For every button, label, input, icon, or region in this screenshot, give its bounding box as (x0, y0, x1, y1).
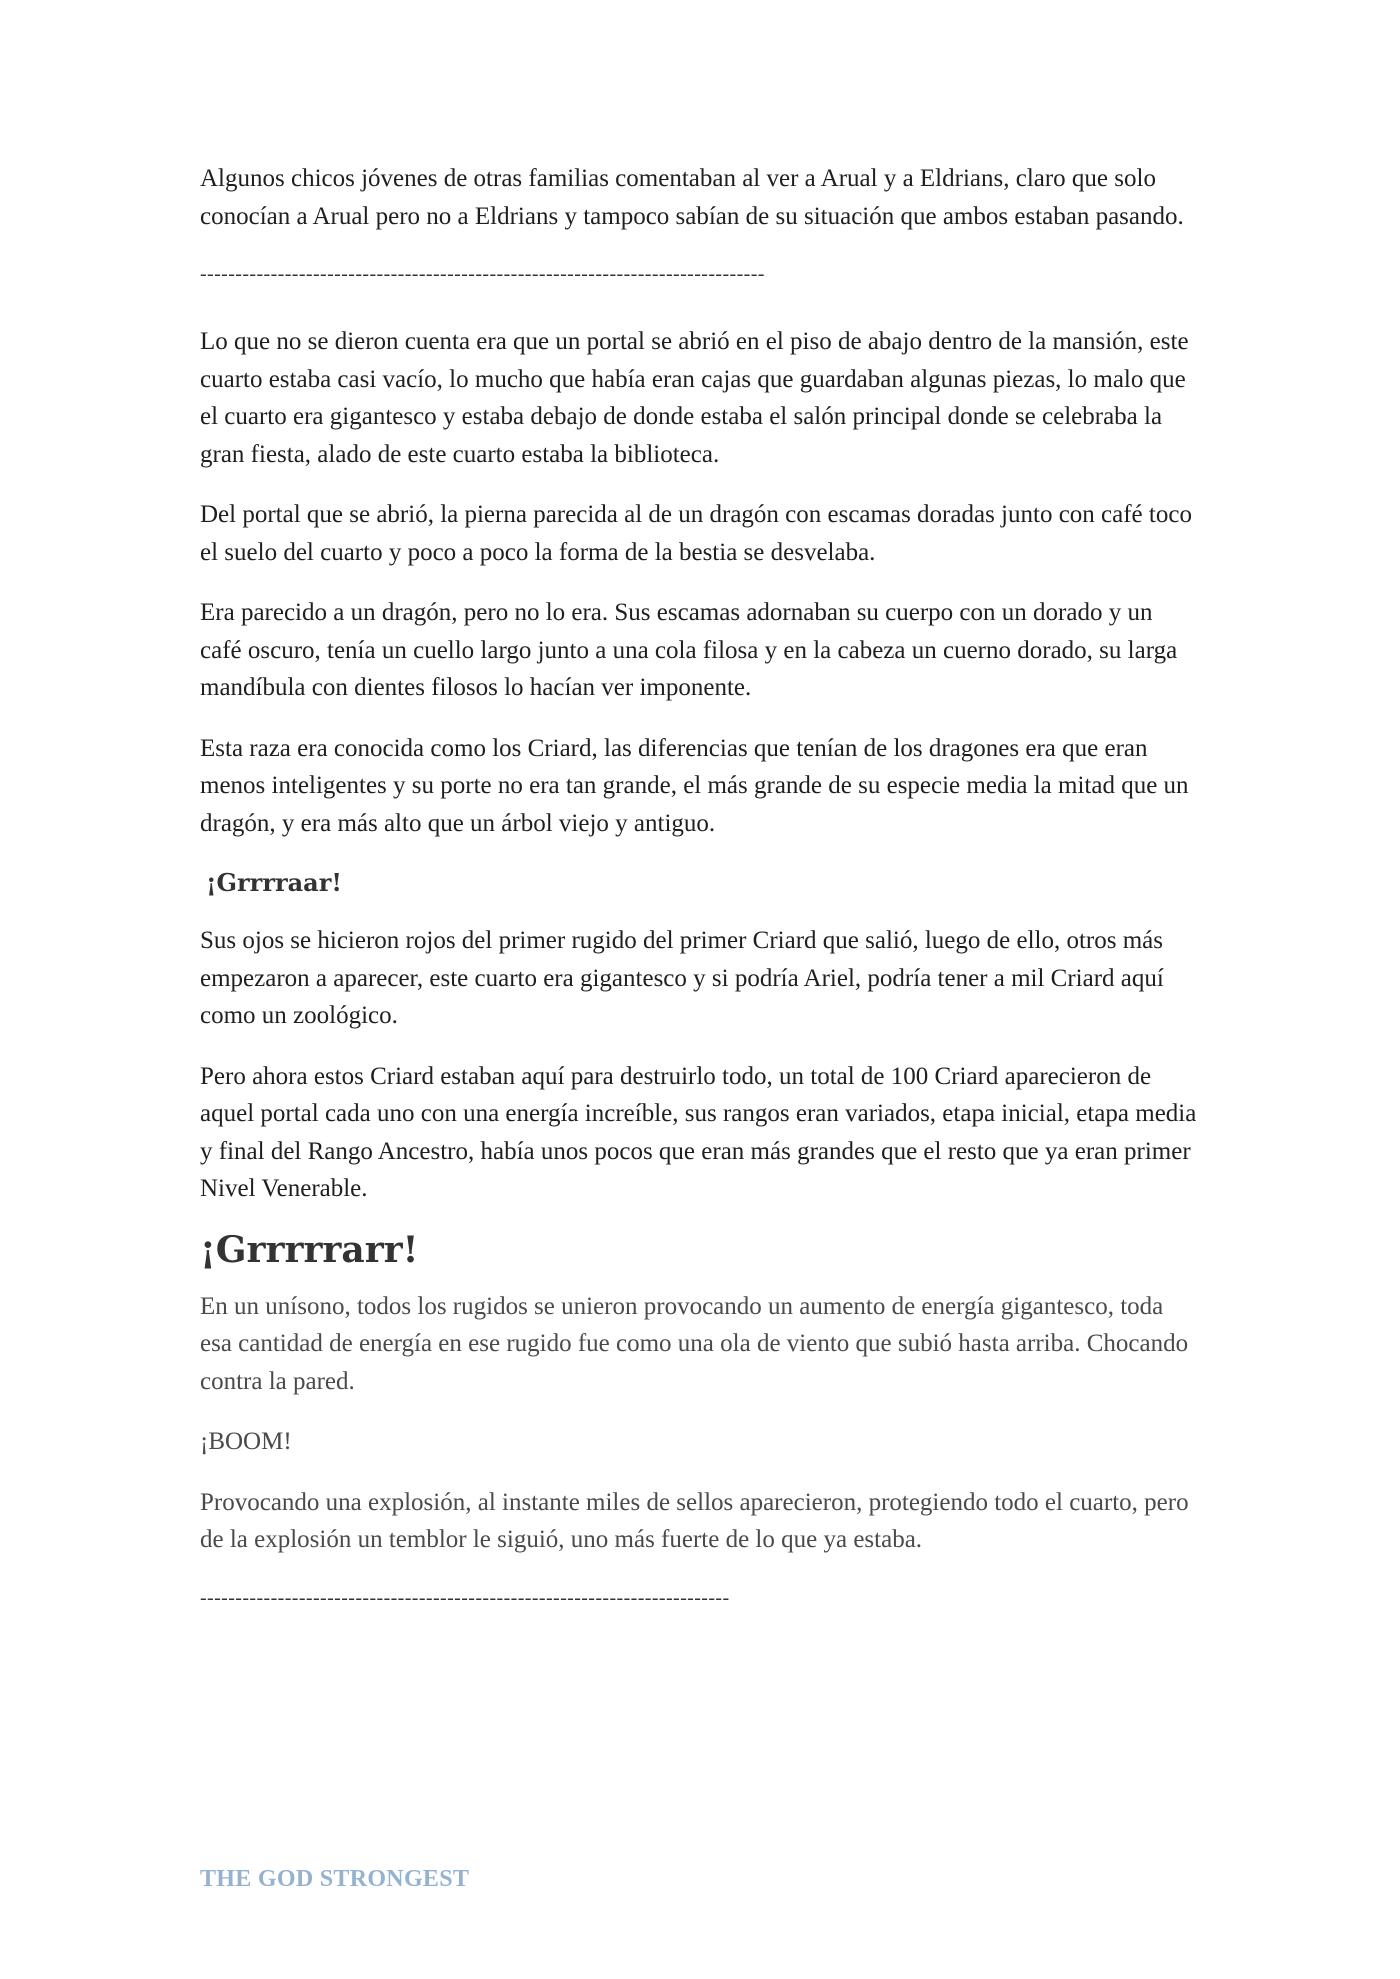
paragraph-4: Era parecido a un dragón, pero no lo era. Sus escamas adornaban su cuerpo con un dorado y un café oscuro, tenía un cuello largo junto a una cola filosa y en la cabeza un cuerno dorado, su larga mandíbula con dientes filosos lo hacían ver imponente. (200, 599, 1178, 701)
paragraph-5: Esta raza era conocida como los Criard, las diferencias que tenían de los dragones era que eran menos inteligentes y su porte no era tan grande, el más grande de su especie media la mitad que un dragón, y era más alto que un árbol viejo y antiguo. (200, 734, 1189, 837)
roar-exclamation-2: ¡Grrrrrarr! (200, 1228, 419, 1271)
document-body (200, 160, 1200, 1611)
paragraph-3: Del portal que se abrió, la pierna parecida al de un dragón con escamas doradas junto con café toco el suelo del cuarto y poco a poco la forma de la bestia se desvelaba. (200, 501, 1192, 566)
paragraph-10: Provocando una explosión, al instante miles de sellos aparecieron, protegiendo todo el cuarto, pero de la explosión un temblor le siguió, uno más fuerte de lo que ya estaba. (200, 1488, 1189, 1553)
roar-exclamation-1: ¡Grrrraar! (206, 868, 342, 897)
paragraph-8: En un unísono, todos los rugidos se unieron provocando un aumento de energía gigantesco, toda esa cantidad de energía en ese rugido fue como una ola de viento que subió hasta arriba. Chocando contra la pared. (200, 1292, 1189, 1395)
paragraph-9: ¡BOOM! (200, 1428, 292, 1455)
paragraph-6: Sus ojos se hicieron rojos del primer rugido del primer Criard que salió, luego de ello, otros más empezaron a aparecer, este cuarto era gigantesco y si podría Ariel, podría tener a mil Criard aquí como un zoológico. (200, 927, 1164, 1029)
footer-title: THE GOD STRONGEST (200, 1866, 470, 1892)
section-separator-1: -------------------------------------------------------------------------------- (200, 263, 765, 285)
paragraph-2: Lo que no se dieron cuenta era que un portal se abrió en el piso de abajo dentro de la mansión, este cuarto estaba casi vacío, lo mucho que había eran cajas que guardaban algunas piezas, lo malo que el cuarto era gigantesco y estaba debajo de donde estaba el salón principal donde se celebraba la gran fiesta, alado de este cuarto estaba la biblioteca. (200, 328, 1189, 468)
section-separator-2: --------------------------------------------------------------------------- (200, 1586, 730, 1609)
paragraph-1: Algunos chicos jóvenes de otras familias comentaban al ver a Arual y a Eldrians, claro que solo conocían a Arual pero no a Eldrians y tampoco sabían de su situación que ambos estaban pasando. (200, 165, 1184, 230)
paragraph-7: Pero ahora estos Criard estaban aquí para destruirlo todo, un total de 100 Criard aparecieron de aquel portal cada uno con una energía increíble, sus rangos eran variados, etapa inicial, etapa media y final del Rango Ancestro, había unos pocos que eran más grandes que el resto que ya eran primer Nivel Venerable. (200, 1062, 1197, 1202)
